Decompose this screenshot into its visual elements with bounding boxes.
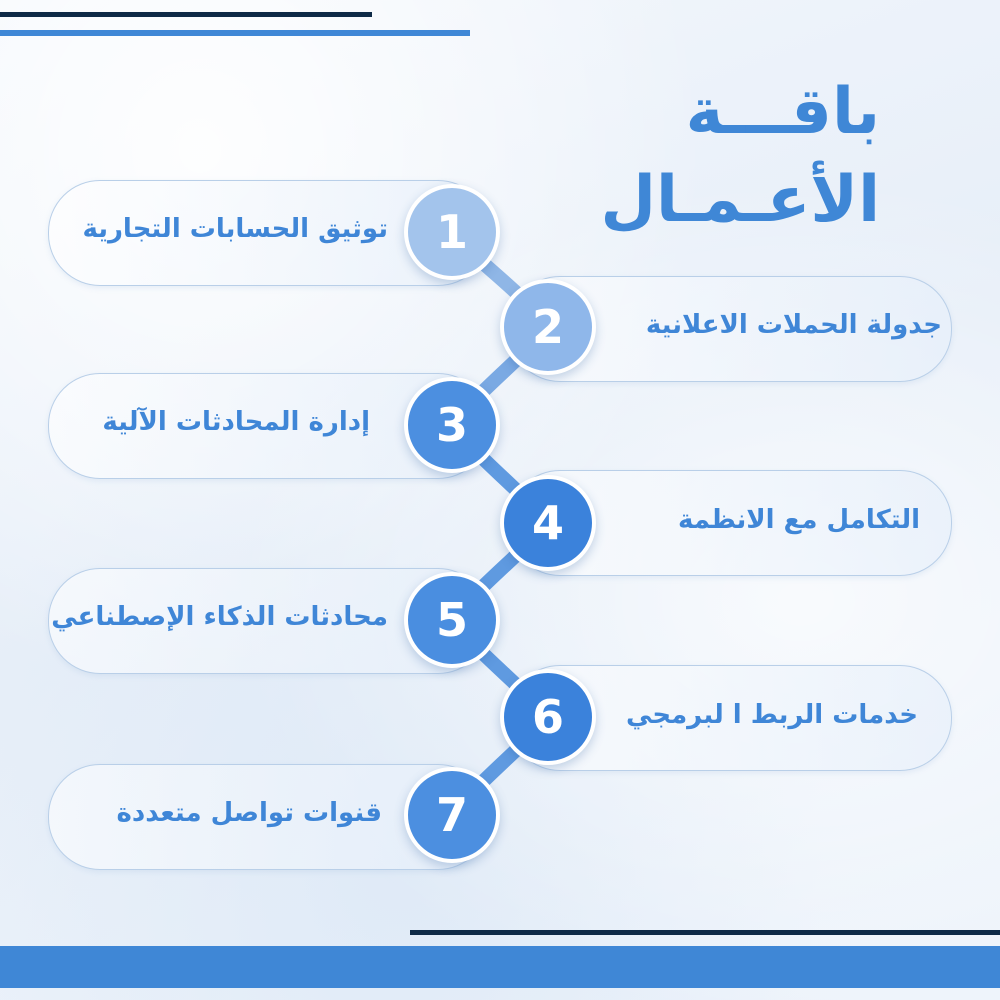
step-1-label: توثيق الحسابات التجارية xyxy=(82,214,388,244)
step-5-number: 5 xyxy=(404,572,500,668)
title-line-1: باقـــة xyxy=(685,75,880,149)
step-3-label: إدارة المحادثات الآلية xyxy=(102,407,370,437)
step-7-number: 7 xyxy=(404,767,500,863)
step-5-label: محادثات الذكاء الإصطناعي xyxy=(51,602,388,632)
step-1-number: 1 xyxy=(404,184,500,280)
step-6-number: 6 xyxy=(500,669,596,765)
title-line-2: الأعـمـال xyxy=(600,163,880,237)
step-3-number: 3 xyxy=(404,377,500,473)
step-2-number: 2 xyxy=(500,279,596,375)
step-4-number: 4 xyxy=(500,475,596,571)
step-7-label: قنوات تواصل متعددة xyxy=(116,798,382,828)
step-2-label: جدولة الحملات الاعلانية xyxy=(645,310,942,340)
step-4-label: التكامل مع الانظمة xyxy=(678,505,920,535)
step-6-label: خدمات الربط ا لبرمجي xyxy=(626,700,918,730)
